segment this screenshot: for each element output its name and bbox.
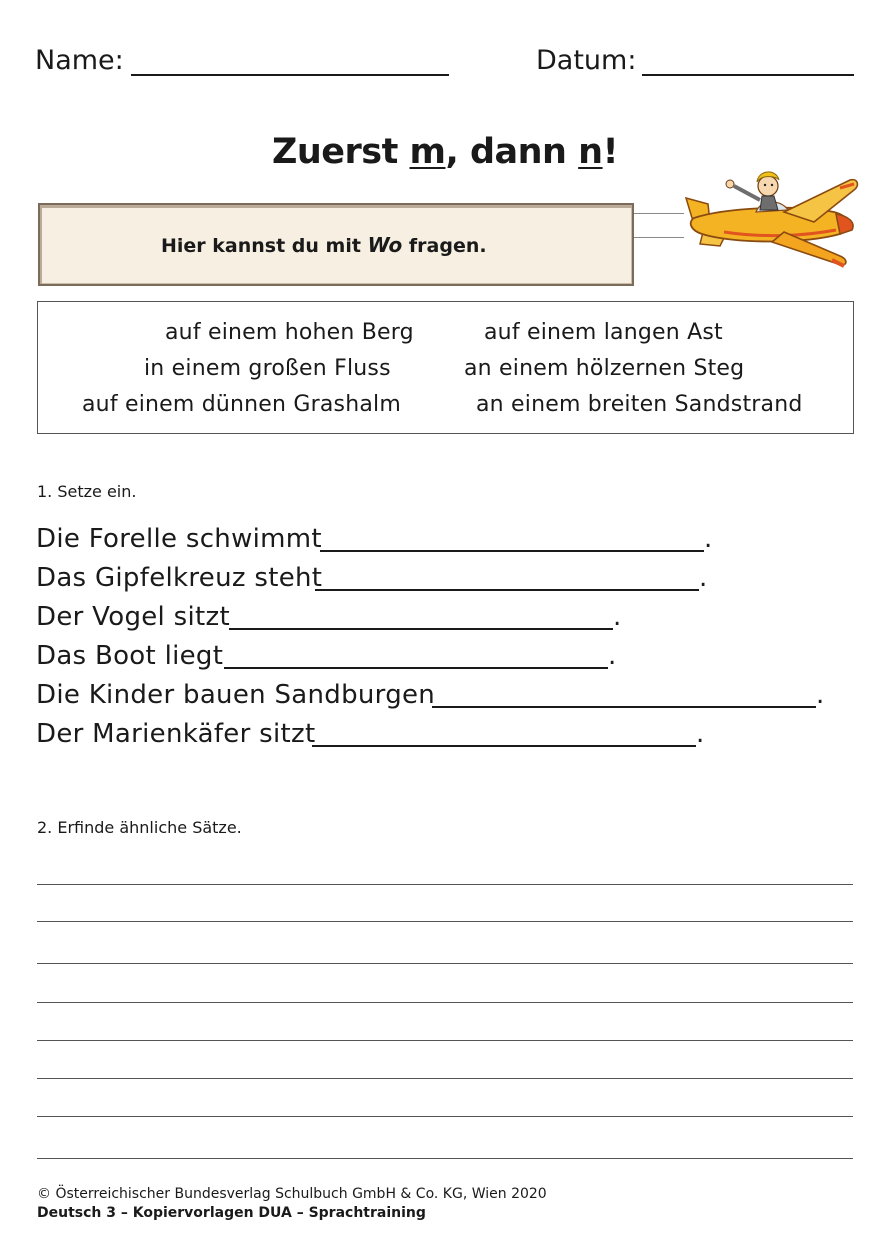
sentence-6: Der Marienkäfer sitzt bbox=[36, 719, 316, 749]
task-2-instruction: 2. Erfinde ähnliche Sätze. bbox=[37, 818, 242, 837]
airplane-icon bbox=[664, 160, 864, 278]
answer-blank-2[interactable] bbox=[315, 589, 699, 591]
sentence-4-period: . bbox=[608, 641, 617, 671]
sentence-3: Der Vogel sitzt bbox=[36, 602, 230, 632]
answer-blank-3[interactable] bbox=[229, 628, 613, 630]
writing-line-4[interactable] bbox=[37, 1002, 853, 1003]
writing-line-2[interactable] bbox=[37, 921, 853, 922]
phrase-right-1: auf einem langen Ast bbox=[484, 320, 723, 345]
footer-copyright: © Österreichischer Bundesverlag Schulbuch GmbH & Co. KG, Wien 2020 bbox=[37, 1186, 547, 1202]
title-letter-n: n bbox=[578, 132, 603, 172]
answer-blank-6[interactable] bbox=[312, 745, 696, 747]
writing-line-3[interactable] bbox=[37, 963, 853, 964]
sentence-1-period: . bbox=[704, 524, 713, 554]
writing-line-8[interactable] bbox=[37, 1158, 853, 1159]
phrase-left-2: in einem großen Fluss bbox=[144, 356, 391, 381]
name-label: Name: bbox=[35, 45, 124, 76]
answer-blank-4[interactable] bbox=[224, 667, 608, 669]
date-label: Datum: bbox=[536, 45, 637, 76]
title-letter-m: m bbox=[409, 132, 446, 172]
phrase-left-1: auf einem hohen Berg bbox=[165, 320, 414, 345]
writing-line-5[interactable] bbox=[37, 1040, 853, 1041]
sentence-2: Das Gipfelkreuz steht bbox=[36, 563, 323, 593]
sentence-2-period: . bbox=[699, 563, 708, 593]
sentence-6-period: . bbox=[696, 719, 705, 749]
writing-line-1[interactable] bbox=[37, 884, 853, 885]
sentence-5: Die Kinder bauen Sandburgen bbox=[36, 680, 436, 710]
writing-line-7[interactable] bbox=[37, 1116, 853, 1117]
footer-series: Deutsch 3 – Kopiervorlagen DUA – Sprachtraining bbox=[37, 1205, 426, 1221]
answer-blank-1[interactable] bbox=[320, 550, 704, 552]
phrase-right-3: an einem breiten Sandstrand bbox=[476, 392, 803, 417]
phrase-right-2: an einem hölzernen Steg bbox=[464, 356, 745, 381]
date-field[interactable] bbox=[642, 74, 854, 76]
name-field[interactable] bbox=[131, 74, 449, 76]
banner-text: Hier kannst du mit Wo fragen. bbox=[161, 233, 487, 257]
task-1-instruction: 1. Setze ein. bbox=[37, 482, 137, 501]
sentence-4: Das Boot liegt bbox=[36, 641, 224, 671]
sentence-5-period: . bbox=[816, 680, 825, 710]
sentence-1: Die Forelle schwimmt bbox=[36, 524, 322, 554]
sentence-3-period: . bbox=[613, 602, 622, 632]
page-title: Zuerst m, dann n! bbox=[271, 132, 619, 172]
phrase-left-3: auf einem dünnen Grashalm bbox=[82, 392, 401, 417]
writing-line-6[interactable] bbox=[37, 1078, 853, 1079]
answer-blank-5[interactable] bbox=[432, 706, 816, 708]
